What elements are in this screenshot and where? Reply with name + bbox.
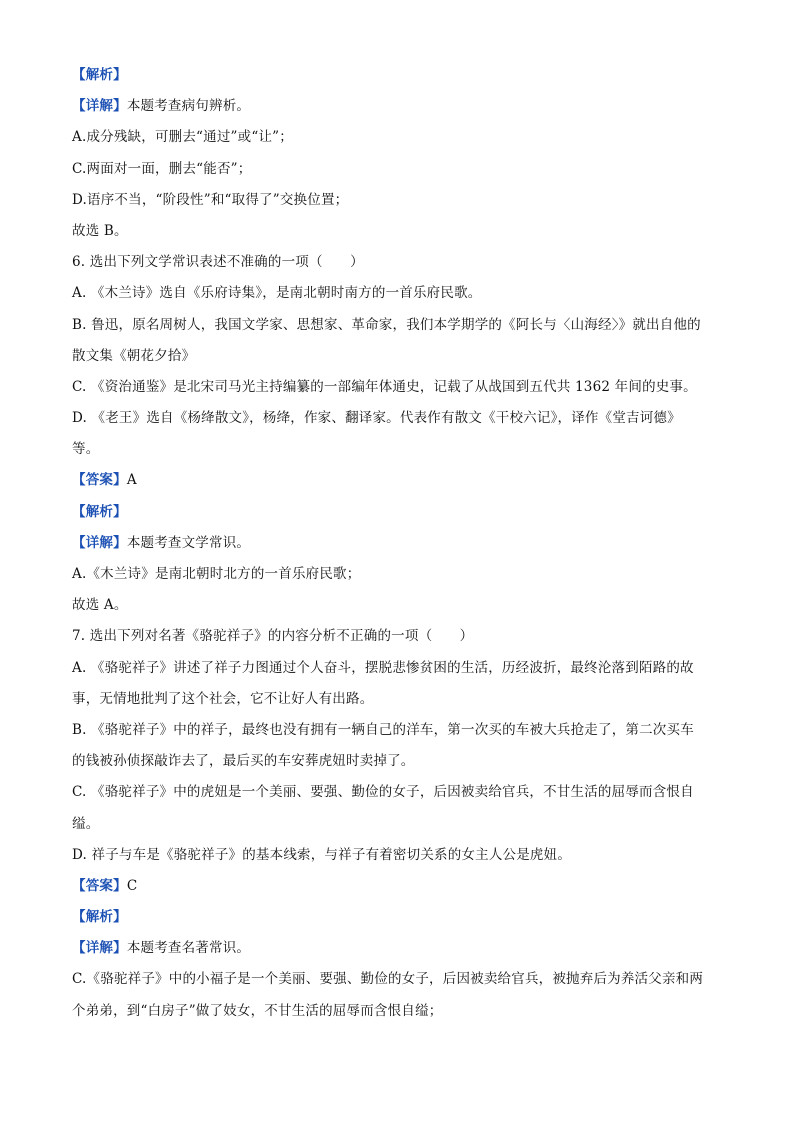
question-7-option-a-cont: 事，无情地批判了这个社会，它不让好人有出路。 [72,690,374,707]
analysis-tag: 【解析】 [72,67,127,83]
detail-line [72,933,732,964]
question-6-option-d-cont: 等。 [72,441,100,458]
question-6-stem: 6. 选出下列文学常识表述不准确的一项（ ） [72,254,364,271]
answer-value: C [126,877,138,894]
explanation-line: A.成分残缺，可删去“通过”或“让”； [72,129,293,146]
conclusion-line: 故选 B。 [72,222,128,239]
answer-value: A [126,472,137,489]
question-6-option-a: A. 《木兰诗》选自《乐府诗集》，是南北朝时南方的一首乐府民歌。 [72,285,482,302]
question-7-option-c-cont: 缢。 [72,815,100,832]
detail-line [72,528,732,559]
question-7-option-b: B. 《骆驼祥子》中的祥子，最终也没有拥有一辆自己的洋车，第一次买的车被大兵抢走了，第二次买车 [72,721,694,738]
explanation-line: D.语序不当，“阶段性”和“取得了”交换位置； [72,191,349,208]
question-7-option-a: A. 《骆驼祥子》讲述了祥子力图通过个人奋斗，摆脱悲惨贫困的生活，历经波折，最终沦落到陌路的故 [72,659,694,676]
detail-tag: 【详解】 [72,534,127,551]
question-6-option-b-cont: 散文集《朝花夕拾》 [72,347,196,364]
question-7-option-d: D. 祥子与车是《骆驼祥子》的基本线索，与祥子有着密切关系的女主人公是虎妞。 [72,846,572,863]
detail-text: 本题考查名著常识。 [126,940,251,957]
answer-tag: 【答案】 [72,472,127,489]
analysis-heading [72,902,732,933]
explanation-line: C.两面对一面，删去“能否”； [72,160,252,177]
detail-tag: 【详解】 [72,940,127,957]
question-7-option-c: C. 《骆驼祥子》中的虎妞是一个美丽、要强、勤俭的女子，后因被卖给官兵，不甘生活的屈辱而含恨自 [72,784,694,801]
question-6-option-b: B. 鲁迅，原名周树人，我国文学家、思想家、革命家，我们本学期学的《阿长与〈山海经〉》就出自他的 [72,316,701,333]
question-7-option-b-cont: 的钱被孙侦探敲诈去了，最后买的车安葬虎妞时卖掉了。 [72,753,415,770]
detail-text: 本题考查病句辨析。 [126,98,251,115]
detail-tag: 【详解】 [72,98,127,115]
explanation-line-cont: 个弟弟，到“白房子”做了妓女，不甘生活的屈辱而含恨自缢； [72,1002,443,1019]
answer-line [72,871,732,902]
question-6-option-d: D. 《老王》选自《杨绛散文》，杨绛，作家、翻译家。代表作有散文《干校六记》，译作《堂吉诃德》 [72,410,681,427]
document-body [72,60,732,1027]
answer-tag: 【答案】 [72,877,127,894]
explanation-line: C.《骆驼祥子》中的小福子是一个美丽、要强、勤俭的女子，后因被卖给官兵，被抛弃后为养活父亲和两 [72,971,704,988]
conclusion-line: 故选 A。 [72,597,128,614]
answer-line [72,465,732,496]
analysis-heading [72,60,732,91]
detail-text: 本题考查文学常识。 [126,534,251,551]
analysis-heading [72,497,732,528]
explanation-line: A.《木兰诗》是南北朝时北方的一首乐府民歌； [72,566,361,582]
analysis-tag: 【解析】 [72,503,127,520]
question-6-option-c: C. 《资治通鉴》是北宋司马光主持编纂的一部编年体通史，记载了从战国到五代共 1362 年间的史事。 [72,378,697,395]
detail-line [72,91,732,122]
analysis-tag: 【解析】 [72,909,127,926]
question-7-stem: 7. 选出下列对名著《骆驼祥子》的内容分析不正确的一项（ ） [72,628,474,645]
